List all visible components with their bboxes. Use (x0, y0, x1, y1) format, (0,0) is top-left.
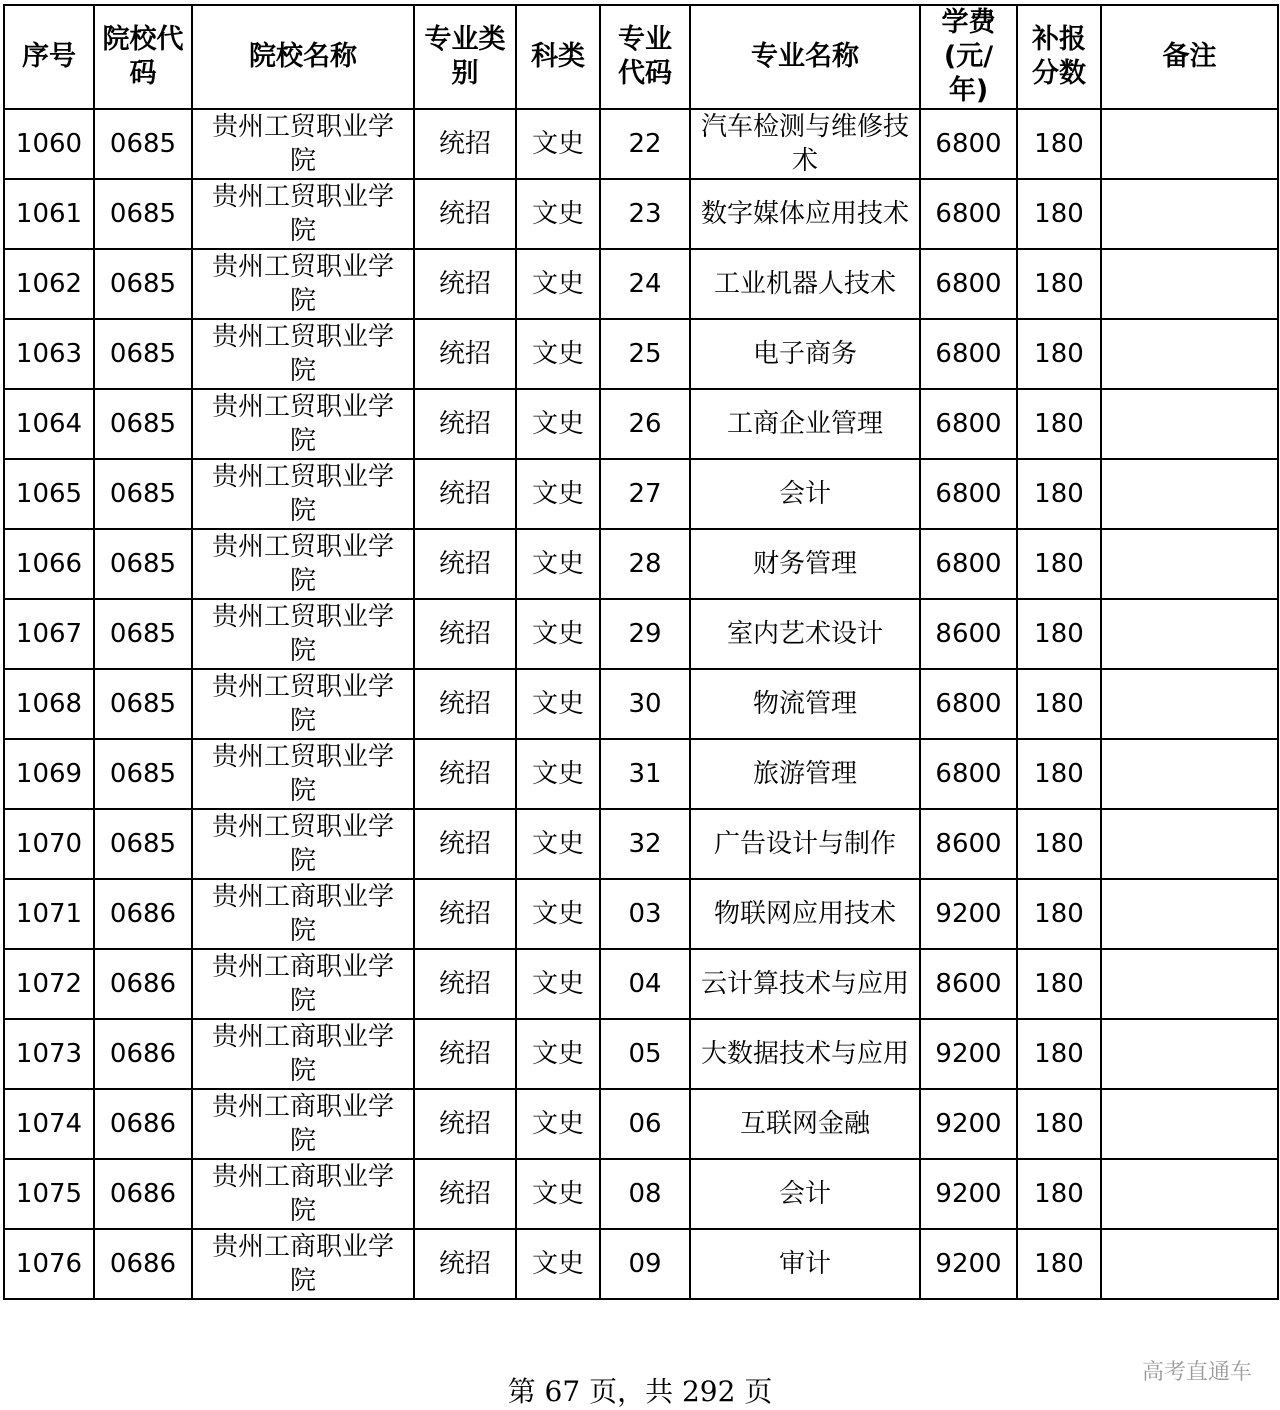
header-remarks: 备注 (1101, 5, 1278, 109)
cell-school-code: 0685 (94, 249, 192, 319)
cell-remarks (1101, 1019, 1278, 1089)
cell-school-code: 0686 (94, 1229, 192, 1299)
cell-remarks (1101, 529, 1278, 599)
cell-remarks (1101, 669, 1278, 739)
cell-school-code: 0685 (94, 389, 192, 459)
cell-major-code: 25 (600, 319, 690, 389)
cell-subject-type: 文史 (516, 319, 600, 389)
cell-index: 1068 (4, 669, 94, 739)
cell-major-name: 汽车检测与维修技术 (690, 109, 920, 179)
cell-tuition: 9200 (920, 1089, 1017, 1159)
cell-major-category: 统招 (414, 669, 516, 739)
cell-major-category: 统招 (414, 319, 516, 389)
cell-major-code: 04 (600, 949, 690, 1019)
cell-major-category: 统招 (414, 809, 516, 879)
cell-remarks (1101, 1089, 1278, 1159)
page-number: 第 67 页，共 292 页 (507, 1375, 773, 1408)
cell-index: 1072 (4, 949, 94, 1019)
cell-major-category: 统招 (414, 1019, 516, 1089)
watermark: 高考直通车 (1141, 1360, 1252, 1385)
cell-tuition: 6800 (920, 669, 1017, 739)
header-major-category: 专业类别 (414, 5, 516, 109)
cell-major-code: 32 (600, 809, 690, 879)
cell-index: 1060 (4, 109, 94, 179)
cell-index: 1064 (4, 389, 94, 459)
cell-major-name: 审计 (690, 1229, 920, 1299)
cell-school-code: 0686 (94, 1089, 192, 1159)
cell-score: 180 (1017, 529, 1101, 599)
cell-school-name: 贵州工商职业学院 (192, 1089, 414, 1159)
cell-school-name: 贵州工商职业学院 (192, 1229, 414, 1299)
cell-major-category: 统招 (414, 529, 516, 599)
cell-school-name: 贵州工贸职业学院 (192, 599, 414, 669)
cell-tuition: 6800 (920, 529, 1017, 599)
cell-major-code: 31 (600, 739, 690, 809)
cell-subject-type: 文史 (516, 389, 600, 459)
cell-major-code: 23 (600, 179, 690, 249)
cell-major-category: 统招 (414, 1229, 516, 1299)
cell-remarks (1101, 809, 1278, 879)
cell-remarks (1101, 949, 1278, 1019)
cell-school-code: 0685 (94, 109, 192, 179)
cell-major-category: 统招 (414, 109, 516, 179)
cell-subject-type: 文史 (516, 1159, 600, 1229)
cell-major-name: 财务管理 (690, 529, 920, 599)
header-index: 序号 (4, 5, 94, 109)
cell-school-code: 0685 (94, 669, 192, 739)
cell-school-name: 贵州工贸职业学院 (192, 739, 414, 809)
table-row (4, 1159, 1278, 1229)
header-score: 补报分数 (1017, 5, 1101, 109)
cell-school-name: 贵州工商职业学院 (192, 1019, 414, 1089)
cell-tuition: 9200 (920, 1229, 1017, 1299)
cell-major-name: 广告设计与制作 (690, 809, 920, 879)
cell-subject-type: 文史 (516, 1019, 600, 1089)
cell-score: 180 (1017, 389, 1101, 459)
cell-tuition: 6800 (920, 179, 1017, 249)
cell-school-code: 0685 (94, 179, 192, 249)
table-row (4, 949, 1278, 1019)
table-row (4, 879, 1278, 949)
cell-major-category: 统招 (414, 879, 516, 949)
cell-score: 180 (1017, 1229, 1101, 1299)
header-school-code: 院校代码 (94, 5, 192, 109)
cell-index: 1062 (4, 249, 94, 319)
cell-school-code: 0685 (94, 319, 192, 389)
cell-subject-type: 文史 (516, 179, 600, 249)
cell-major-category: 统招 (414, 1159, 516, 1229)
cell-score: 180 (1017, 669, 1101, 739)
cell-school-code: 0686 (94, 1159, 192, 1229)
cell-major-name: 云计算技术与应用 (690, 949, 920, 1019)
cell-major-code: 05 (600, 1019, 690, 1089)
table-row (4, 1089, 1278, 1159)
cell-school-code: 0686 (94, 879, 192, 949)
cell-score: 180 (1017, 599, 1101, 669)
cell-major-name: 大数据技术与应用 (690, 1019, 920, 1089)
cell-major-code: 27 (600, 459, 690, 529)
cell-tuition: 8600 (920, 599, 1017, 669)
cell-school-name: 贵州工贸职业学院 (192, 249, 414, 319)
cell-tuition: 9200 (920, 1019, 1017, 1089)
cell-remarks (1101, 179, 1278, 249)
header-major-code: 专业代码 (600, 5, 690, 109)
cell-major-name: 会计 (690, 1159, 920, 1229)
cell-score: 180 (1017, 879, 1101, 949)
cell-score: 180 (1017, 109, 1101, 179)
cell-school-name: 贵州工贸职业学院 (192, 459, 414, 529)
cell-tuition: 6800 (920, 319, 1017, 389)
cell-score: 180 (1017, 739, 1101, 809)
cell-score: 180 (1017, 1089, 1101, 1159)
table-row (4, 529, 1278, 599)
cell-major-name: 室内艺术设计 (690, 599, 920, 669)
cell-remarks (1101, 319, 1278, 389)
cell-index: 1069 (4, 739, 94, 809)
cell-score: 180 (1017, 179, 1101, 249)
cell-subject-type: 文史 (516, 949, 600, 1019)
cell-tuition: 9200 (920, 1159, 1017, 1229)
cell-subject-type: 文史 (516, 1089, 600, 1159)
cell-subject-type: 文史 (516, 599, 600, 669)
cell-subject-type: 文史 (516, 879, 600, 949)
cell-major-name: 物流管理 (690, 669, 920, 739)
cell-school-code: 0686 (94, 1019, 192, 1089)
cell-major-name: 旅游管理 (690, 739, 920, 809)
admission-table (3, 4, 1279, 1300)
cell-score: 180 (1017, 1019, 1101, 1089)
cell-major-category: 统招 (414, 249, 516, 319)
cell-index: 1063 (4, 319, 94, 389)
cell-major-category: 统招 (414, 739, 516, 809)
cell-index: 1066 (4, 529, 94, 599)
cell-score: 180 (1017, 249, 1101, 319)
cell-index: 1061 (4, 179, 94, 249)
cell-remarks (1101, 599, 1278, 669)
cell-tuition: 6800 (920, 249, 1017, 319)
cell-index: 1074 (4, 1089, 94, 1159)
cell-remarks (1101, 389, 1278, 459)
cell-major-code: 29 (600, 599, 690, 669)
cell-major-code: 09 (600, 1229, 690, 1299)
cell-subject-type: 文史 (516, 529, 600, 599)
cell-tuition: 6800 (920, 739, 1017, 809)
cell-remarks (1101, 249, 1278, 319)
cell-major-category: 统招 (414, 599, 516, 669)
cell-remarks (1101, 879, 1278, 949)
cell-major-name: 工商企业管理 (690, 389, 920, 459)
cell-major-category: 统招 (414, 949, 516, 1019)
cell-subject-type: 文史 (516, 1229, 600, 1299)
cell-school-code: 0685 (94, 599, 192, 669)
table-row (4, 459, 1278, 529)
cell-major-category: 统招 (414, 1089, 516, 1159)
cell-remarks (1101, 739, 1278, 809)
cell-tuition: 8600 (920, 949, 1017, 1019)
header-subject-type: 科类 (516, 5, 600, 109)
cell-school-name: 贵州工贸职业学院 (192, 809, 414, 879)
cell-school-name: 贵州工商职业学院 (192, 949, 414, 1019)
cell-major-code: 22 (600, 109, 690, 179)
cell-school-code: 0686 (94, 949, 192, 1019)
cell-score: 180 (1017, 949, 1101, 1019)
table-row (4, 599, 1278, 669)
cell-school-code: 0685 (94, 809, 192, 879)
cell-index: 1067 (4, 599, 94, 669)
cell-remarks (1101, 1229, 1278, 1299)
cell-school-code: 0685 (94, 739, 192, 809)
cell-tuition: 9200 (920, 879, 1017, 949)
cell-major-code: 24 (600, 249, 690, 319)
cell-major-name: 数字媒体应用技术 (690, 179, 920, 249)
header-tuition: 学费(元/年) (920, 5, 1017, 109)
table-row (4, 1229, 1278, 1299)
cell-major-name: 会计 (690, 459, 920, 529)
header-major-name: 专业名称 (690, 5, 920, 109)
cell-school-code: 0685 (94, 459, 192, 529)
cell-school-name: 贵州工贸职业学院 (192, 389, 414, 459)
cell-tuition: 6800 (920, 389, 1017, 459)
table-row (4, 319, 1278, 389)
cell-subject-type: 文史 (516, 739, 600, 809)
table-row (4, 179, 1278, 249)
cell-tuition: 6800 (920, 109, 1017, 179)
cell-remarks (1101, 109, 1278, 179)
table-row (4, 669, 1278, 739)
cell-index: 1065 (4, 459, 94, 529)
table-row (4, 809, 1278, 879)
table-body (4, 109, 1278, 1299)
cell-index: 1070 (4, 809, 94, 879)
cell-subject-type: 文史 (516, 459, 600, 529)
table-row (4, 389, 1278, 459)
cell-tuition: 8600 (920, 809, 1017, 879)
cell-school-name: 贵州工贸职业学院 (192, 319, 414, 389)
header-school-name: 院校名称 (192, 5, 414, 109)
cell-major-name: 互联网金融 (690, 1089, 920, 1159)
cell-subject-type: 文史 (516, 669, 600, 739)
table-row (4, 109, 1278, 179)
cell-school-name: 贵州工商职业学院 (192, 879, 414, 949)
cell-index: 1073 (4, 1019, 94, 1089)
cell-major-code: 26 (600, 389, 690, 459)
cell-score: 180 (1017, 809, 1101, 879)
cell-index: 1075 (4, 1159, 94, 1229)
cell-major-code: 30 (600, 669, 690, 739)
cell-school-name: 贵州工贸职业学院 (192, 669, 414, 739)
cell-major-code: 06 (600, 1089, 690, 1159)
cell-major-category: 统招 (414, 179, 516, 249)
cell-major-category: 统招 (414, 389, 516, 459)
cell-score: 180 (1017, 319, 1101, 389)
cell-score: 180 (1017, 459, 1101, 529)
cell-tuition: 6800 (920, 459, 1017, 529)
cell-school-name: 贵州工贸职业学院 (192, 529, 414, 599)
cell-major-name: 物联网应用技术 (690, 879, 920, 949)
cell-major-code: 08 (600, 1159, 690, 1229)
cell-school-name: 贵州工商职业学院 (192, 1159, 414, 1229)
cell-subject-type: 文史 (516, 809, 600, 879)
table-row (4, 249, 1278, 319)
cell-subject-type: 文史 (516, 109, 600, 179)
cell-school-name: 贵州工贸职业学院 (192, 109, 414, 179)
cell-remarks (1101, 459, 1278, 529)
cell-school-code: 0685 (94, 529, 192, 599)
cell-score: 180 (1017, 1159, 1101, 1229)
cell-major-code: 03 (600, 879, 690, 949)
cell-school-name: 贵州工贸职业学院 (192, 179, 414, 249)
cell-subject-type: 文史 (516, 249, 600, 319)
cell-major-name: 工业机器人技术 (690, 249, 920, 319)
cell-major-code: 28 (600, 529, 690, 599)
table-row (4, 739, 1278, 809)
cell-remarks (1101, 1159, 1278, 1229)
cell-index: 1076 (4, 1229, 94, 1299)
cell-major-name: 电子商务 (690, 319, 920, 389)
header-row (4, 5, 1278, 109)
table-row (4, 1019, 1278, 1089)
cell-major-category: 统招 (414, 459, 516, 529)
cell-index: 1071 (4, 879, 94, 949)
